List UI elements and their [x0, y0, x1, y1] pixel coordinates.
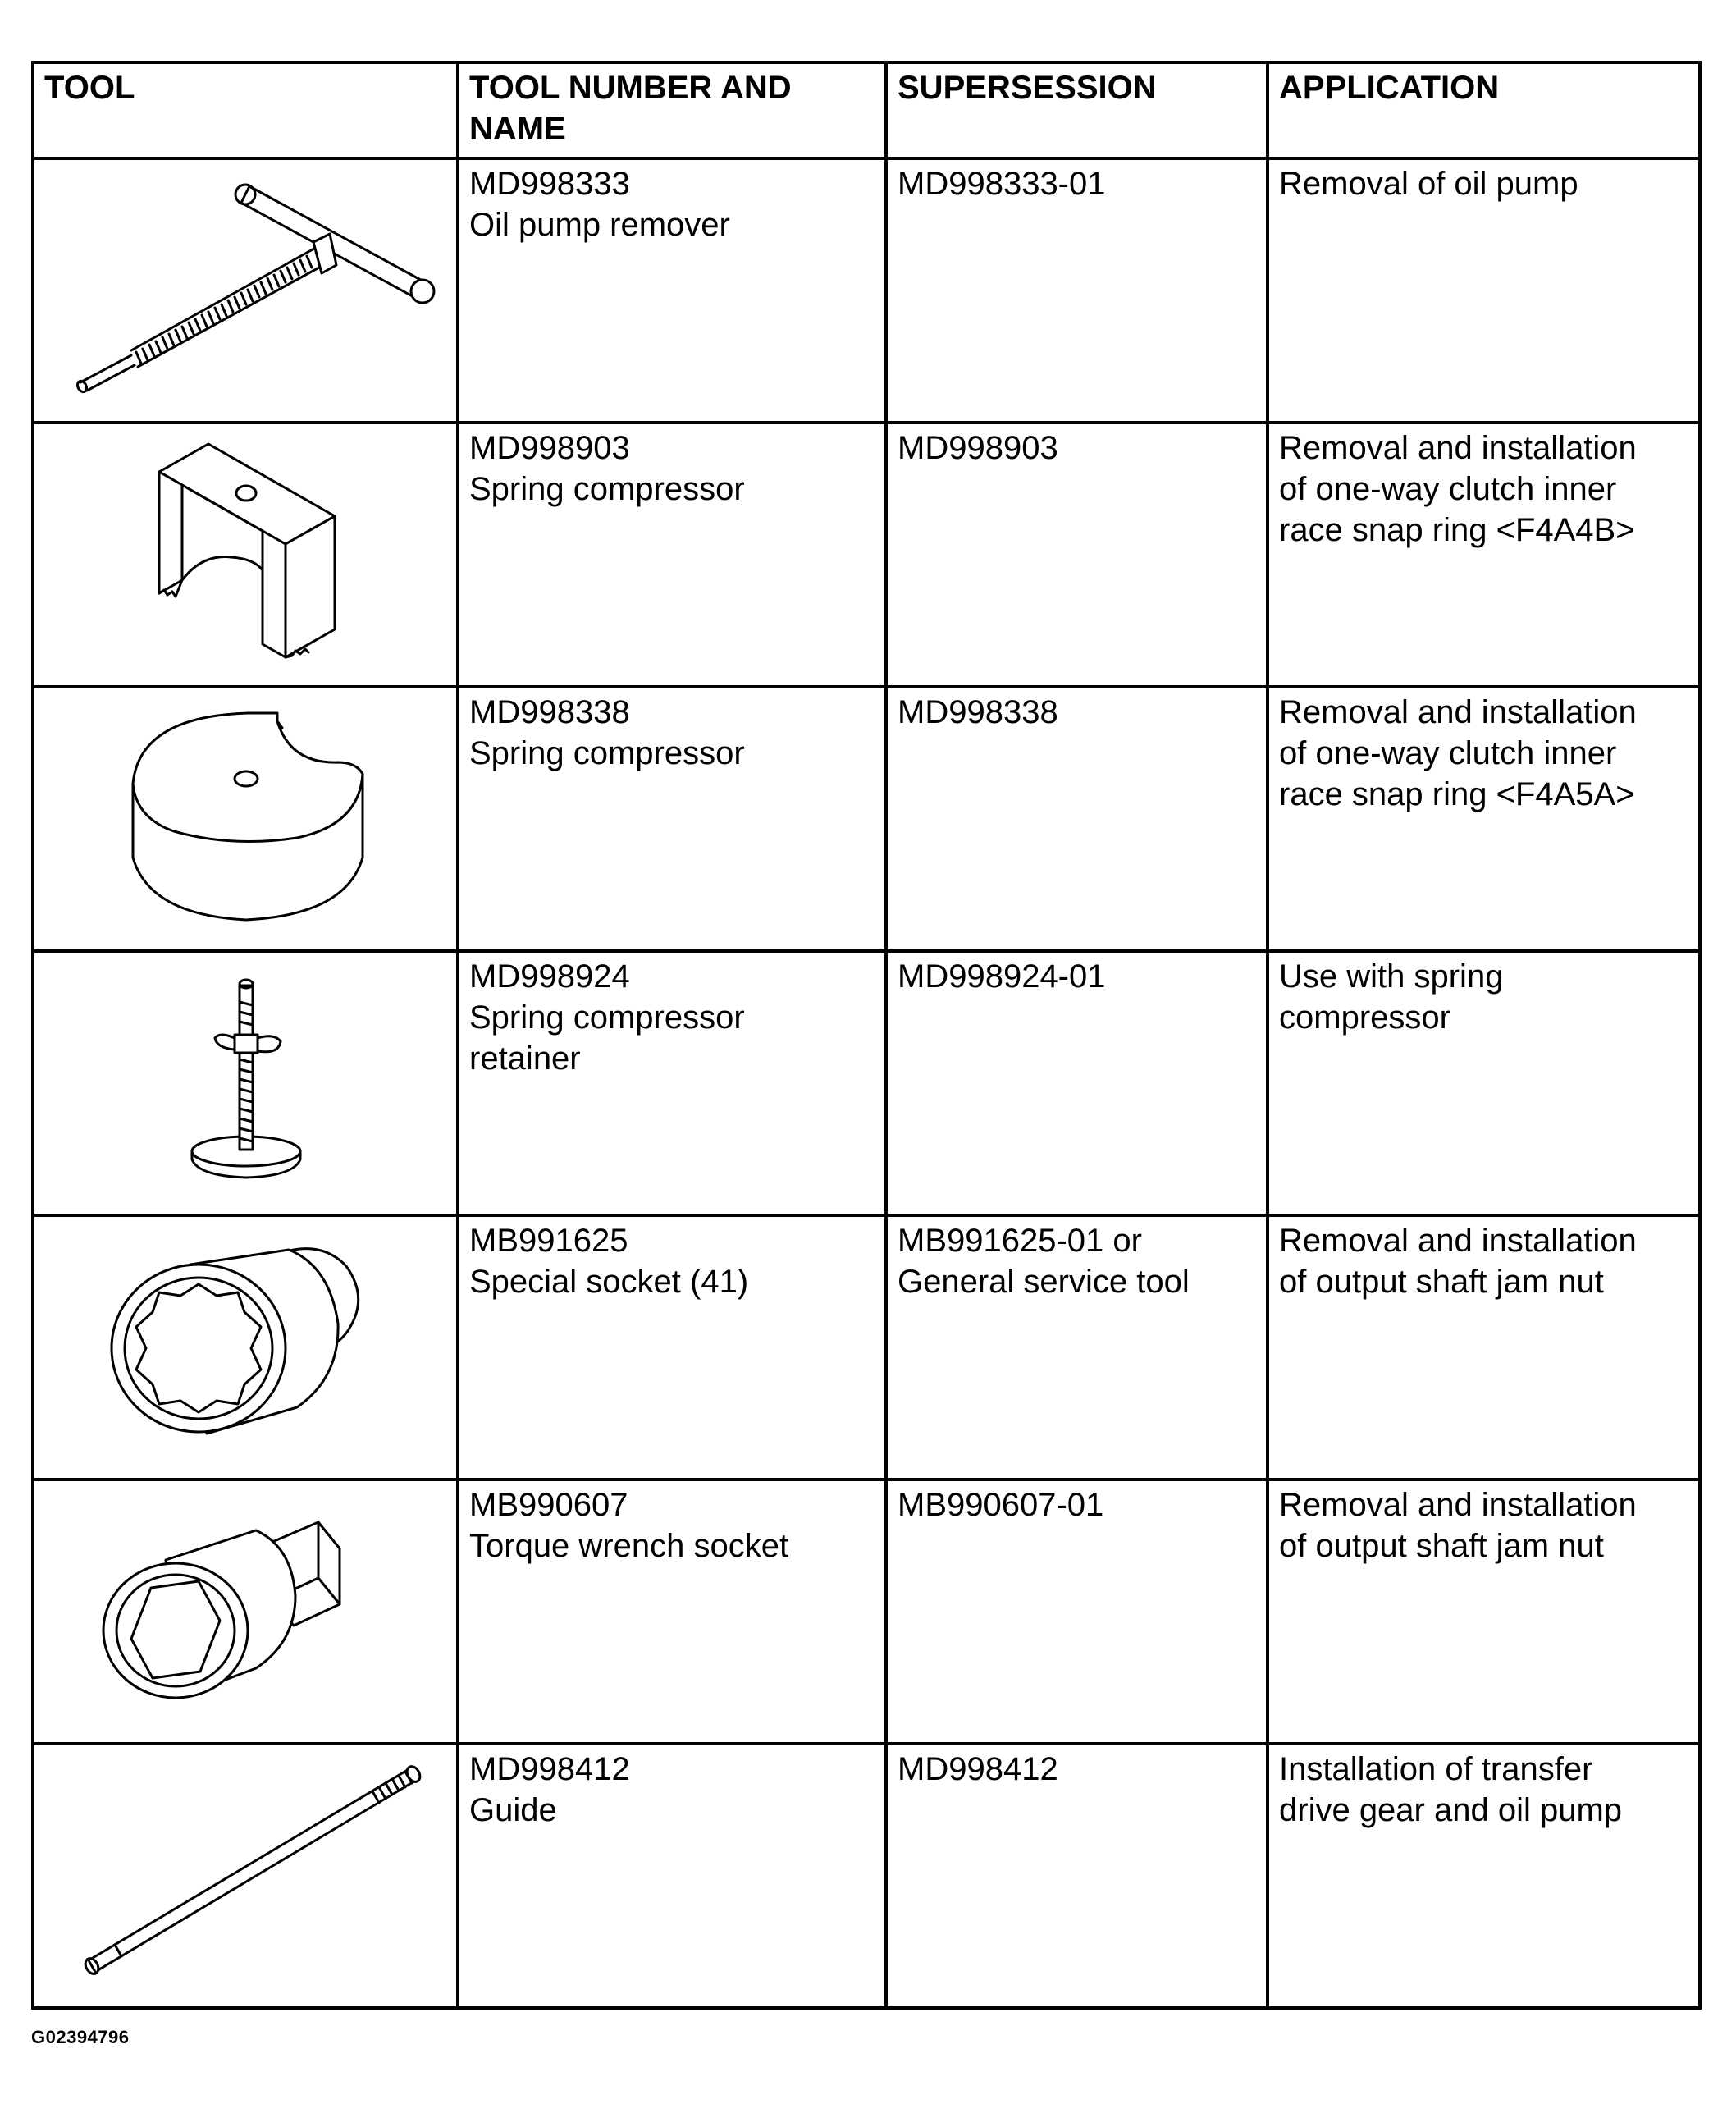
- header-supersession: SUPERSESSION: [886, 62, 1268, 158]
- supersession-cell: MD998903: [886, 423, 1268, 687]
- special-socket-icon: [34, 1217, 453, 1475]
- tool-number-name-cell: MD998924 Spring compressor retainer: [458, 951, 886, 1215]
- application-cell: Removal and installation of output shaft jam nut: [1268, 1215, 1700, 1480]
- tool-illustration-cell: [33, 951, 458, 1215]
- supersession-cell: MD998412: [886, 1744, 1268, 2008]
- tool-illustration-cell: [33, 158, 458, 423]
- figure-id: G02394796: [31, 2027, 130, 2047]
- application-cell: Removal and installation of one-way clutch inner race snap ring <F4A4B>: [1268, 423, 1700, 687]
- tool-illustration-cell: [33, 1480, 458, 1744]
- table-row: [33, 951, 1700, 1215]
- application-cell: Installation of transfer drive gear and oil pump: [1268, 1744, 1700, 2008]
- supersession-cell: MB990607-01: [886, 1480, 1268, 1744]
- tool-number-name-cell: MB991625 Special socket (41): [458, 1215, 886, 1480]
- spring-compressor-retainer-icon: [34, 953, 453, 1210]
- spring-compressor-bracket-icon: [34, 424, 453, 682]
- table-row: [33, 158, 1700, 423]
- tool-illustration-cell: [33, 687, 458, 951]
- application-cell: Removal and installation of one-way clutch inner race snap ring <F4A5A>: [1268, 687, 1700, 951]
- tool-illustration-cell: [33, 1744, 458, 2008]
- tool-number-name-cell: MD998338 Spring compressor: [458, 687, 886, 951]
- tool-number-name-cell: MD998903 Spring compressor: [458, 423, 886, 687]
- supersession-cell: MD998924-01: [886, 951, 1268, 1215]
- oil-pump-remover-icon: [34, 160, 453, 418]
- table-row: [33, 1480, 1700, 1744]
- table-row: [33, 1215, 1700, 1480]
- supersession-cell: MD998333-01: [886, 158, 1268, 423]
- tool-illustration-cell: [33, 423, 458, 687]
- tool-number-name-cell: MD998333 Oil pump remover: [458, 158, 886, 423]
- supersession-cell: MD998338: [886, 687, 1268, 951]
- application-cell: Removal of oil pump: [1268, 158, 1700, 423]
- torque-wrench-socket-icon: [34, 1481, 453, 1739]
- table-header-row: [33, 62, 1700, 158]
- header-tool-number-name: TOOL NUMBER AND NAME: [458, 62, 886, 158]
- tool-number-name-cell: MB990607 Torque wrench socket: [458, 1480, 886, 1744]
- table-row: [33, 687, 1700, 951]
- guide-rod-icon: [34, 1745, 453, 2003]
- special-tools-table: [31, 61, 1702, 2010]
- table-row: [33, 1744, 1700, 2008]
- header-application: APPLICATION: [1268, 62, 1700, 158]
- supersession-cell: MB991625-01 or General service tool: [886, 1215, 1268, 1480]
- table-row: [33, 423, 1700, 687]
- application-cell: Use with spring compressor: [1268, 951, 1700, 1215]
- application-cell: Removal and installation of output shaft jam nut: [1268, 1480, 1700, 1744]
- header-tool: TOOL: [33, 62, 458, 158]
- tool-number-name-cell: MD998412 Guide: [458, 1744, 886, 2008]
- tool-illustration-cell: [33, 1215, 458, 1480]
- spring-compressor-disc-icon: [34, 688, 453, 946]
